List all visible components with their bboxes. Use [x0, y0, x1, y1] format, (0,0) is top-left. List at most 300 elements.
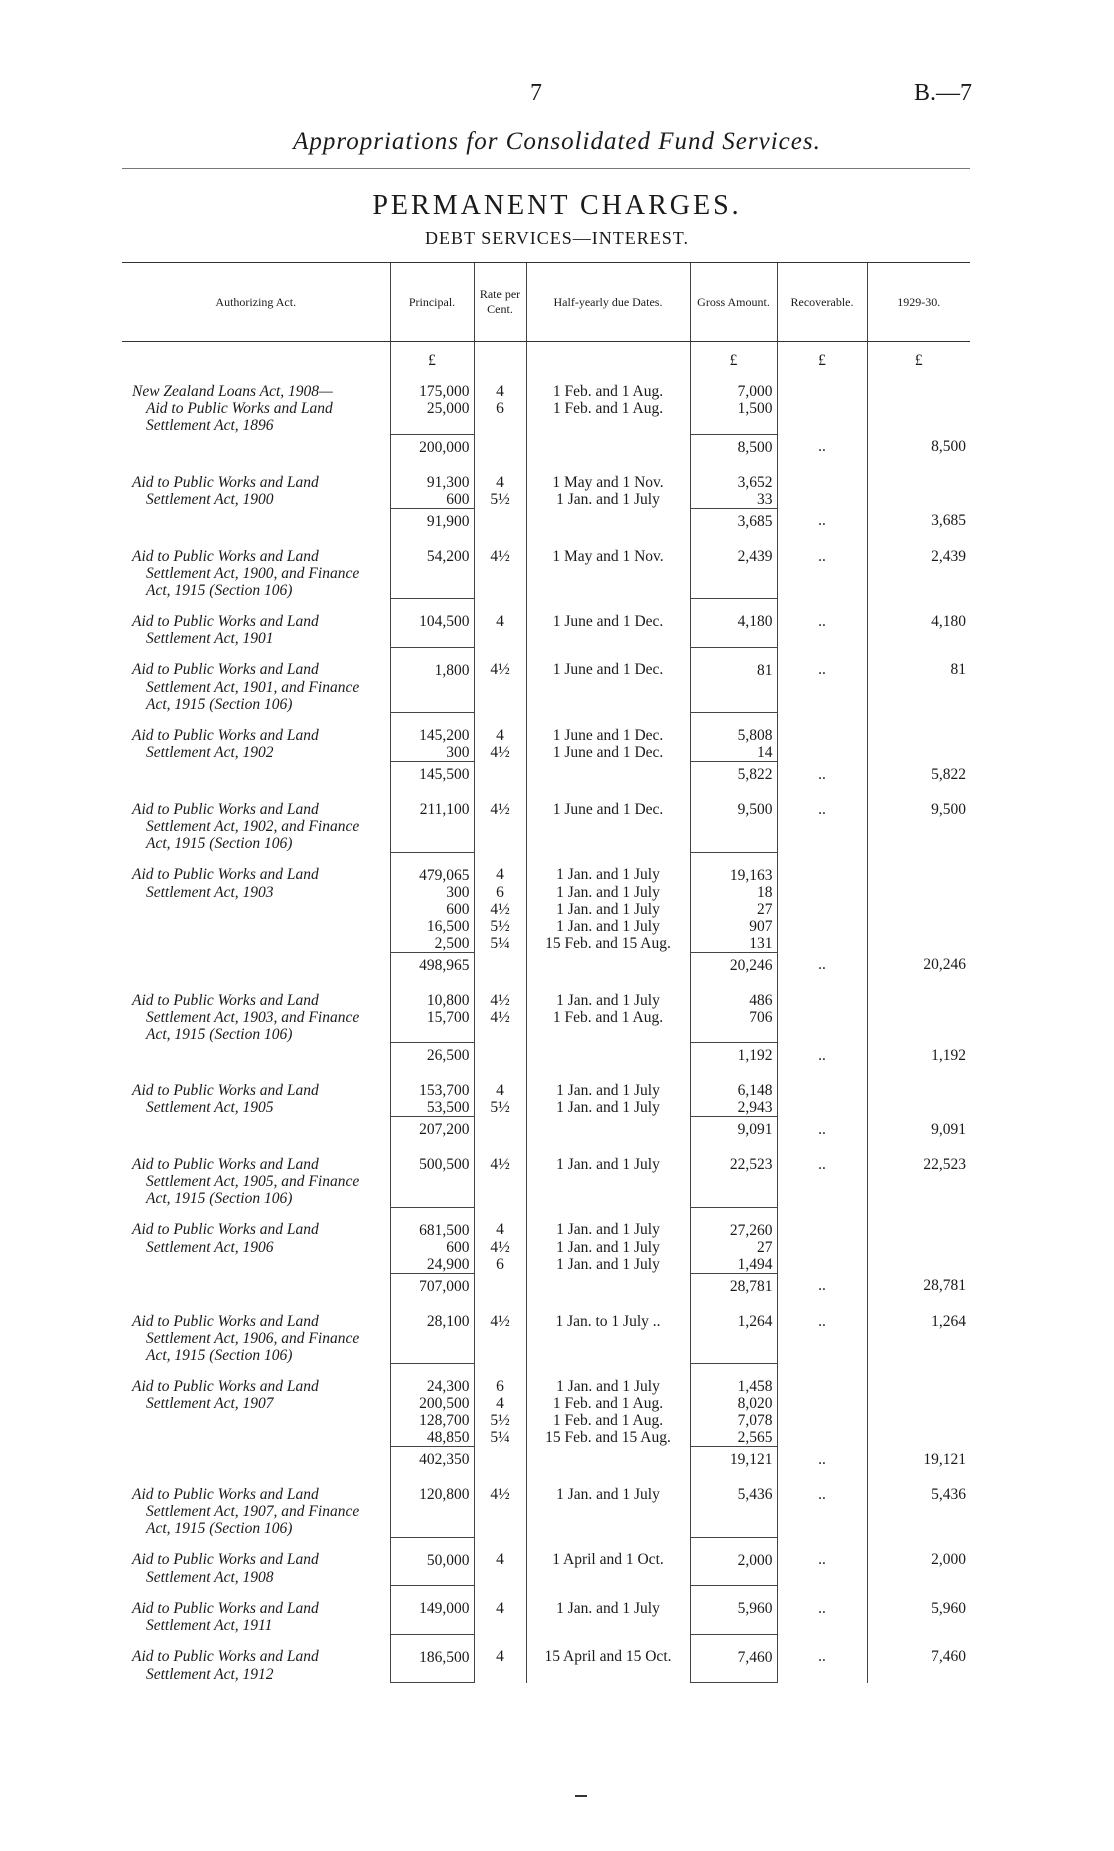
- act-line-text: Settlement Act, 1903, and Finance: [146, 1008, 360, 1026]
- gross-cell: 27: [757, 1238, 773, 1256]
- subtotal-recoverable: ..: [777, 1447, 867, 1473]
- act-line: Aid to Public Works and Land: [132, 1221, 319, 1238]
- rate-cell: [474, 818, 526, 835]
- year-total-cell: [867, 1347, 970, 1364]
- col-header-recoverable: Recoverable.: [777, 263, 867, 342]
- act-line-text: Act, 1915 (Section 106): [146, 1190, 293, 1207]
- principal-cell: [390, 417, 474, 434]
- subtotal-recoverable: ..: [777, 508, 867, 534]
- table-row: [122, 1412, 970, 1429]
- table-row: [122, 1207, 970, 1239]
- table-row: [122, 1395, 970, 1412]
- act-line: [122, 1429, 390, 1447]
- year-total-cell: 81: [950, 661, 966, 678]
- principal-cell: 24,300: [390, 1364, 474, 1396]
- table-row: [122, 918, 970, 935]
- act-line: Aid to Public Works and Land: [132, 1377, 319, 1395]
- year-total-cell: [867, 696, 970, 713]
- gross-cell: [690, 565, 777, 582]
- gross-cell: 2,000: [737, 1551, 773, 1569]
- year-total-cell: [867, 818, 970, 835]
- table-row: [122, 1617, 970, 1634]
- recoverable-cell: [777, 679, 867, 696]
- act-line-text: Act, 1915 (Section 106): [146, 1025, 293, 1043]
- due-dates-cell: [526, 1666, 690, 1683]
- rate-cell: 4½: [474, 901, 526, 918]
- gross-cell: [690, 1190, 777, 1207]
- due-dates-cell: 1 Jan. and 1 July: [526, 1099, 690, 1117]
- subtotal-recoverable: ..: [777, 1117, 867, 1143]
- due-dates-cell: [526, 417, 690, 434]
- principal-cell: 600: [390, 901, 474, 918]
- year-total-cell: 7,460: [931, 1648, 966, 1665]
- recoverable-cell: [777, 1429, 867, 1447]
- due-dates-cell: [526, 952, 690, 978]
- act-line-text: Settlement Act, 1902: [146, 744, 274, 761]
- recoverable-cell: ..: [777, 1586, 867, 1618]
- due-dates-cell: [526, 818, 690, 835]
- due-dates-cell: 1 Feb. and 1 Aug.: [526, 1009, 690, 1026]
- act-line: [122, 491, 390, 509]
- subtotal-recoverable: ..: [777, 1043, 867, 1069]
- act-line: Aid to Public Works and Land: [132, 866, 319, 883]
- rate-cell: 4½: [474, 1009, 526, 1026]
- table-row: [122, 1634, 970, 1666]
- page-number: 7: [530, 80, 542, 106]
- principal-cell: 600: [390, 491, 474, 509]
- act-line: New Zealand Loans Act, 1908—: [132, 383, 333, 400]
- subtotal-row: [122, 1117, 970, 1143]
- year-total-cell: 5,960: [931, 1599, 966, 1617]
- act-line-text: Settlement Act, 1905, and Finance: [146, 1173, 360, 1190]
- due-dates-cell: [526, 582, 690, 599]
- subtotal-year: 3,685: [931, 512, 966, 529]
- subtotal-gross: 20,246: [690, 952, 777, 978]
- due-dates-cell: [526, 1043, 690, 1069]
- rate-cell: 6: [474, 1256, 526, 1274]
- year-total-cell: [867, 1207, 970, 1239]
- recoverable-cell: [777, 696, 867, 713]
- table-row: [122, 1256, 970, 1274]
- due-dates-cell: 1 Jan. and 1 July: [526, 1364, 690, 1396]
- principal-cell: 10,800: [390, 978, 474, 1009]
- gross-cell: 2,565: [737, 1429, 773, 1446]
- rate-cell: 4: [474, 1586, 526, 1618]
- due-dates-cell: [526, 630, 690, 647]
- rate-cell: [474, 1117, 526, 1143]
- table-row: [122, 1429, 970, 1447]
- principal-cell: 25,000: [390, 400, 474, 417]
- year-total-cell: [867, 884, 970, 901]
- year-total-cell: [867, 1099, 970, 1117]
- act-line: [122, 935, 390, 953]
- principal-cell: 50,000: [390, 1537, 474, 1569]
- act-line: Aid to Public Works and Land: [132, 547, 319, 565]
- act-line: [122, 818, 390, 835]
- act-line: [122, 1256, 390, 1274]
- principal-cell: 479,065: [390, 852, 474, 884]
- rate-cell: [474, 696, 526, 713]
- subtotal-recoverable: ..: [777, 1273, 867, 1299]
- act-line: [122, 762, 390, 788]
- act-line: Aid to Public Works and Land: [132, 726, 319, 744]
- table-row: [122, 1068, 970, 1099]
- act-line: [122, 901, 390, 918]
- recoverable-cell: ..: [777, 1299, 867, 1330]
- act-line-text: Settlement Act, 1901, and Finance: [146, 678, 360, 696]
- rate-cell: 4: [474, 713, 526, 745]
- recoverable-cell: [777, 369, 867, 400]
- principal-cell: [390, 1026, 474, 1043]
- rate-cell: 4½: [474, 1239, 526, 1256]
- act-line: Aid to Public Works and Land: [132, 1551, 319, 1568]
- act-line: [122, 1447, 390, 1473]
- recoverable-cell: [777, 1173, 867, 1190]
- rate-cell: 4: [474, 1537, 526, 1569]
- rate-cell: [474, 835, 526, 852]
- due-dates-cell: [526, 679, 690, 696]
- subtotal-year: 9,091: [931, 1120, 966, 1138]
- table-row: [122, 1520, 970, 1537]
- act-line: [122, 1099, 390, 1117]
- due-dates-cell: 1 Feb. and 1 Aug.: [526, 1395, 690, 1412]
- table-row: [122, 713, 970, 745]
- principal-cell: [390, 835, 474, 852]
- due-dates-cell: [526, 762, 690, 788]
- year-total-cell: [867, 630, 970, 647]
- due-dates-cell: 15 April and 15 Oct.: [526, 1634, 690, 1666]
- act-line: [122, 744, 390, 762]
- rate-cell: 4½: [474, 1142, 526, 1173]
- gross-cell: 8,020: [737, 1395, 773, 1412]
- year-total-cell: [867, 679, 970, 696]
- principal-cell: 200,500: [390, 1395, 474, 1412]
- table-row: [122, 1190, 970, 1207]
- year-total-cell: [867, 901, 970, 918]
- due-dates-cell: [526, 696, 690, 713]
- due-dates-cell: 1 Feb. and 1 Aug.: [526, 369, 690, 400]
- act-line: [122, 417, 390, 434]
- act-line: [122, 582, 390, 599]
- act-line: [122, 1520, 390, 1537]
- page-footer-dash: [575, 1795, 587, 1797]
- year-total-cell: [867, 744, 970, 762]
- subtotal-principal: 207,200: [390, 1117, 474, 1143]
- rate-cell: [474, 762, 526, 788]
- recoverable-cell: ..: [777, 534, 867, 565]
- rate-cell: 6: [474, 400, 526, 417]
- table-row: [122, 978, 970, 1009]
- due-dates-cell: 1 Jan. and 1 July: [526, 1239, 690, 1256]
- table-row: [122, 1142, 970, 1173]
- table-row: [122, 835, 970, 852]
- rate-cell: [474, 508, 526, 534]
- subtotal-principal: 26,500: [390, 1043, 474, 1069]
- recoverable-cell: [777, 417, 867, 434]
- act-line: Aid to Public Works and Land: [132, 991, 319, 1009]
- due-dates-cell: [526, 1520, 690, 1537]
- subtotal-row: [122, 434, 970, 460]
- recoverable-cell: [777, 835, 867, 852]
- act-line: Aid to Public Works and Land: [132, 1486, 319, 1503]
- table-row: [122, 565, 970, 582]
- col-header-rate: Rate per Cent.: [474, 263, 526, 342]
- gross-cell: [690, 1503, 777, 1520]
- recoverable-cell: [777, 713, 867, 745]
- table-row: [122, 1537, 970, 1569]
- table-row: [122, 630, 970, 647]
- table-body: [122, 342, 970, 1683]
- recoverable-cell: [777, 744, 867, 762]
- rate-cell: 4: [474, 1634, 526, 1666]
- act-line: Aid to Public Works and Land: [132, 1648, 319, 1665]
- act-line: [122, 696, 390, 713]
- gross-cell: 33: [757, 490, 773, 508]
- gross-cell: [690, 630, 777, 647]
- recoverable-cell: [777, 978, 867, 1009]
- gross-cell: 1,458: [737, 1378, 773, 1395]
- subtotal-gross: 9,091: [690, 1117, 777, 1143]
- act-line-text: Settlement Act, 1901: [146, 630, 274, 647]
- rate-cell: [474, 1043, 526, 1069]
- recoverable-cell: [777, 1330, 867, 1347]
- recoverable-cell: [777, 818, 867, 835]
- principal-cell: [390, 1666, 474, 1683]
- subtotal-recoverable: ..: [777, 434, 867, 460]
- act-line-text: Settlement Act, 1912: [146, 1665, 274, 1683]
- act-line: [122, 884, 390, 901]
- year-total-cell: 5,436: [931, 1486, 966, 1503]
- table-row: [122, 1330, 970, 1347]
- subtotal-gross: 3,685: [690, 508, 777, 534]
- unit-principal: £: [390, 342, 474, 370]
- act-line: [122, 400, 390, 417]
- interest-table: [122, 262, 970, 1683]
- gross-cell: 5,436: [737, 1486, 773, 1503]
- due-dates-cell: 1 Jan. and 1 July: [526, 884, 690, 901]
- rate-cell: [474, 630, 526, 647]
- rate-cell: 4½: [474, 534, 526, 565]
- year-total-cell: 2,000: [931, 1551, 966, 1568]
- act-line-text: Settlement Act, 1900, and Finance: [146, 564, 360, 582]
- page-title: PERMANENT CHARGES.: [372, 190, 742, 221]
- table-row: [122, 1026, 970, 1043]
- subtotal-gross: 19,121: [690, 1447, 777, 1473]
- rate-cell: 6: [474, 884, 526, 901]
- act-line: [122, 1239, 390, 1256]
- due-dates-cell: [526, 1190, 690, 1207]
- recoverable-cell: [777, 1026, 867, 1043]
- act-line: Aid to Public Works and Land: [132, 1156, 319, 1173]
- table-row: [122, 744, 970, 762]
- rate-cell: 4½: [474, 1299, 526, 1330]
- gross-cell: [690, 696, 777, 713]
- table-row: [122, 534, 970, 565]
- table-row: [122, 647, 970, 679]
- subtotal-principal: 498,965: [390, 952, 474, 978]
- gross-cell: 9,500: [737, 801, 773, 818]
- due-dates-cell: [526, 1447, 690, 1473]
- table-row: [122, 852, 970, 884]
- subtotal-principal: 200,000: [390, 434, 474, 460]
- year-total-cell: [867, 1364, 970, 1396]
- rate-cell: [474, 1503, 526, 1520]
- gross-cell: [690, 1330, 777, 1347]
- rate-cell: 4: [474, 1207, 526, 1239]
- rate-cell: 5½: [474, 1099, 526, 1117]
- gross-cell: 907: [749, 917, 773, 935]
- subtotal-gross: 1,192: [690, 1043, 777, 1069]
- table-row: [122, 417, 970, 434]
- recoverable-cell: ..: [777, 647, 867, 679]
- act-line-text: Act, 1915 (Section 106): [146, 695, 293, 713]
- col-header-act: Authorizing Act.: [122, 263, 390, 342]
- principal-cell: [390, 1520, 474, 1537]
- recoverable-cell: [777, 460, 867, 491]
- rate-cell: 5½: [474, 1412, 526, 1429]
- principal-cell: [390, 1330, 474, 1347]
- principal-cell: 211,100: [390, 787, 474, 818]
- year-total-cell: [867, 1412, 970, 1429]
- act-line: [122, 1666, 390, 1683]
- due-dates-cell: [526, 565, 690, 582]
- rate-cell: 5½: [474, 918, 526, 935]
- recoverable-cell: [777, 1068, 867, 1099]
- due-dates-cell: [526, 1117, 690, 1143]
- rate-cell: 5¼: [474, 935, 526, 953]
- principal-cell: 145,200: [390, 713, 474, 745]
- principal-cell: [390, 582, 474, 599]
- act-line: [122, 835, 390, 852]
- gross-cell: 7,078: [737, 1412, 773, 1429]
- gross-cell: [690, 1666, 777, 1683]
- year-total-cell: [867, 1520, 970, 1537]
- recoverable-cell: [777, 918, 867, 935]
- gross-cell: 131: [749, 934, 773, 952]
- due-dates-cell: 1 April and 1 Oct.: [526, 1537, 690, 1569]
- gross-cell: 3,652: [737, 473, 773, 491]
- rate-cell: [474, 1569, 526, 1586]
- recoverable-cell: [777, 884, 867, 901]
- gross-cell: [690, 1569, 777, 1586]
- due-dates-cell: 1 Feb. and 1 Aug.: [526, 1412, 690, 1429]
- principal-cell: 48,850: [390, 1429, 474, 1447]
- year-total-cell: 1,264: [931, 1312, 966, 1330]
- principal-cell: 175,000: [390, 369, 474, 400]
- page-subtitle: DEBT SERVICES—INTEREST.: [425, 228, 689, 248]
- due-dates-cell: 1 Feb. and 1 Aug.: [526, 400, 690, 417]
- act-line: [122, 952, 390, 978]
- act-line-text: Act, 1915 (Section 106): [146, 581, 293, 599]
- recoverable-cell: [777, 1395, 867, 1412]
- gross-cell: 14: [757, 744, 773, 761]
- rate-cell: [474, 1666, 526, 1683]
- subtotal-year: 28,781: [923, 1277, 966, 1294]
- act-line: [122, 679, 390, 696]
- due-dates-cell: [526, 1569, 690, 1586]
- recoverable-cell: [777, 1503, 867, 1520]
- recoverable-cell: [777, 1099, 867, 1117]
- col-header-year: 1929-30.: [867, 263, 970, 342]
- rate-cell: [474, 1190, 526, 1207]
- col-header-dates: Half-yearly due Dates.: [526, 263, 690, 342]
- subtotal-row: [122, 1043, 970, 1069]
- year-total-cell: [867, 1190, 970, 1207]
- rate-cell: [474, 1617, 526, 1634]
- recoverable-cell: [777, 1207, 867, 1239]
- recoverable-cell: [777, 1617, 867, 1634]
- recoverable-cell: [777, 400, 867, 417]
- act-line-text: Settlement Act, 1906: [146, 1238, 274, 1256]
- subtotal-principal: 402,350: [390, 1447, 474, 1473]
- table-row: [122, 884, 970, 901]
- gross-cell: [690, 1520, 777, 1537]
- year-total-cell: [867, 582, 970, 599]
- due-dates-cell: [526, 434, 690, 460]
- recoverable-cell: [777, 1009, 867, 1026]
- gross-cell: [690, 818, 777, 835]
- principal-cell: 91,300: [390, 460, 474, 491]
- due-dates-cell: 15 Feb. and 15 Aug.: [526, 1429, 690, 1447]
- subtotal-principal: 707,000: [390, 1273, 474, 1299]
- table-row: [122, 1472, 970, 1503]
- due-dates-cell: 1 Jan. and 1 July: [526, 1256, 690, 1274]
- recoverable-cell: [777, 1412, 867, 1429]
- due-dates-cell: 1 Jan. and 1 July: [526, 1207, 690, 1239]
- act-line: Aid to Public Works and Land: [132, 801, 319, 818]
- rate-cell: 5¼: [474, 1429, 526, 1447]
- rate-cell: 5½: [474, 491, 526, 509]
- rate-cell: 4: [474, 852, 526, 884]
- principal-cell: 104,500: [390, 599, 474, 631]
- subtotal-year: 20,246: [923, 956, 966, 973]
- year-total-cell: [867, 1026, 970, 1043]
- principal-cell: [390, 679, 474, 696]
- act-line: [122, 630, 390, 647]
- principal-cell: 15,700: [390, 1009, 474, 1026]
- col-header-gross: Gross Amount.: [690, 263, 777, 342]
- act-line: Aid to Public Works and Land: [132, 1599, 319, 1617]
- act-line: [122, 1026, 390, 1043]
- year-total-cell: [867, 1666, 970, 1683]
- recoverable-cell: ..: [777, 787, 867, 818]
- table-row: [122, 1173, 970, 1190]
- gross-cell: [690, 1617, 777, 1634]
- act-line: Aid to Public Works and Land: [132, 1312, 319, 1330]
- subtotal-gross: 5,822: [690, 762, 777, 788]
- rate-cell: [474, 952, 526, 978]
- subtotal-principal: 91,900: [390, 508, 474, 534]
- recoverable-cell: ..: [777, 599, 867, 631]
- principal-cell: 186,500: [390, 1634, 474, 1666]
- gross-cell: 2,943: [737, 1099, 773, 1116]
- rate-cell: [474, 565, 526, 582]
- year-total-cell: [867, 918, 970, 935]
- gross-cell: 5,808: [737, 727, 773, 744]
- rate-cell: [474, 1347, 526, 1364]
- due-dates-cell: [526, 1026, 690, 1043]
- principal-cell: [390, 1347, 474, 1364]
- act-line-text: Settlement Act, 1905: [146, 1099, 274, 1116]
- table-row: [122, 1503, 970, 1520]
- act-line: [122, 1273, 390, 1299]
- principal-cell: 24,900: [390, 1256, 474, 1274]
- year-total-cell: [867, 835, 970, 852]
- due-dates-cell: 15 Feb. and 15 Aug.: [526, 935, 690, 953]
- principal-cell: 120,800: [390, 1472, 474, 1503]
- year-total-cell: [867, 852, 970, 884]
- table-row: [122, 679, 970, 696]
